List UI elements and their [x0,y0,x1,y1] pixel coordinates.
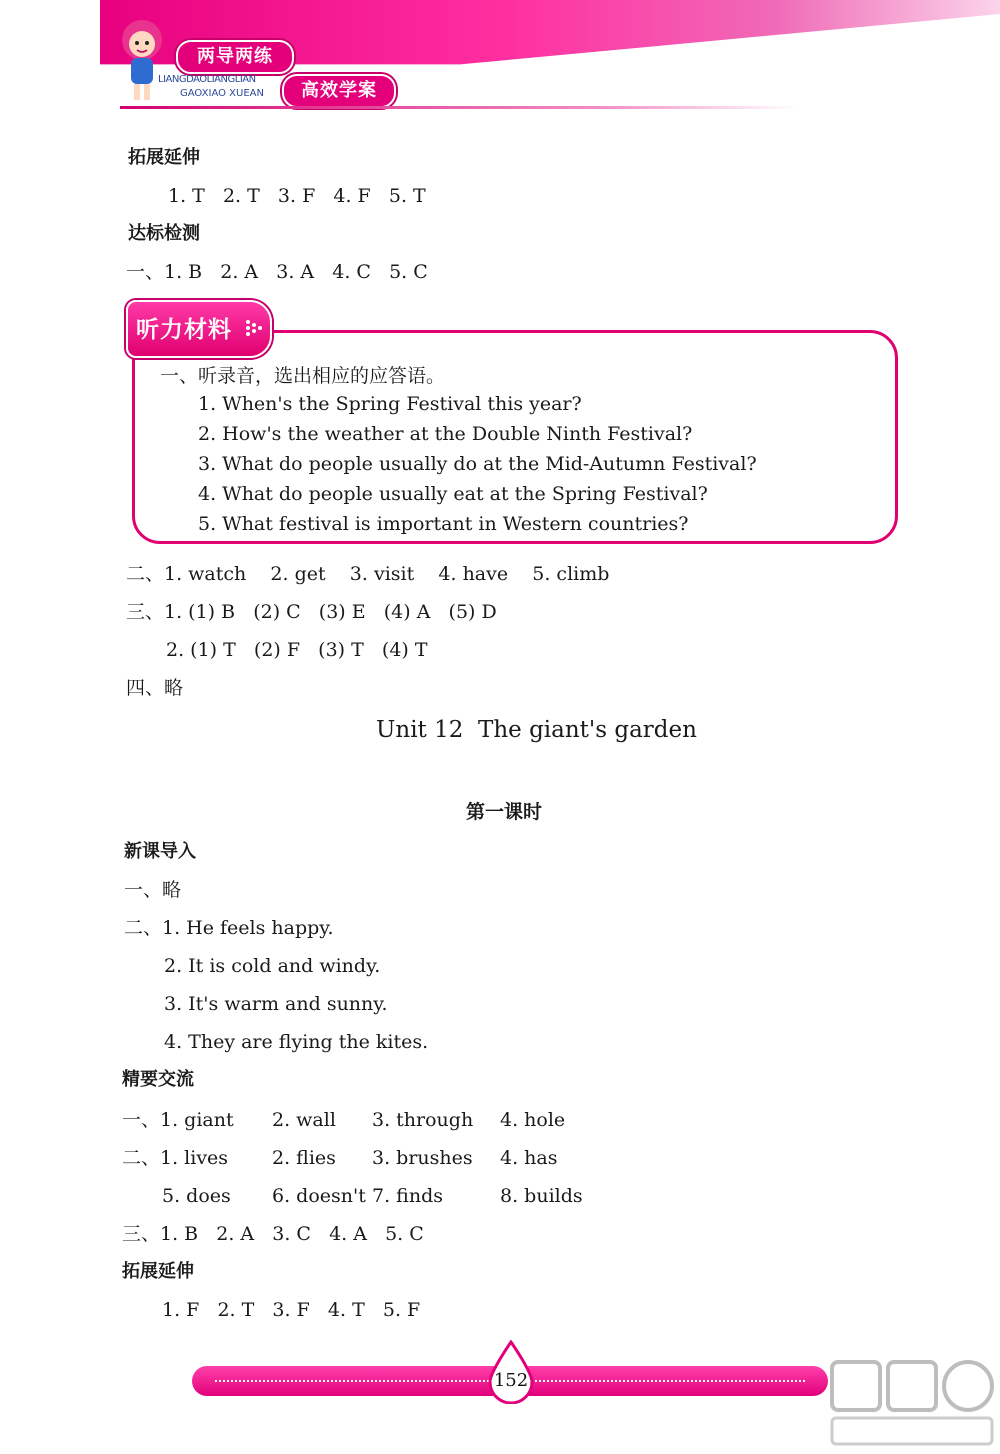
listening-question-4: 4. What do people usually eat at the Spring Festival? [198,483,708,505]
section-title-tuozhan: 拓展延伸 [128,147,200,168]
jy-row3-col1: 5. does [162,1185,231,1207]
answer-line-xinke-2-4: 4. They are flying the kites. [164,1031,429,1053]
jy-row3-col4: 8. builds [500,1185,583,1207]
answer-line-xinke-2-3: 3. It's warm and sunny. [164,993,388,1015]
jy-row3-col3: 7. finds [372,1185,443,1207]
answer-line-tuozhan: 1. T 2. T 3. F 4. F 5. T [168,185,426,207]
jy-row1-col4: 4. hole [500,1109,566,1131]
answer-line-dabiao-1: 一、1. B 2. A 3. A 4. C 5. C [126,261,428,283]
jy-row1-col2: 2. wall [272,1109,336,1131]
answer-line-xinke-2-2: 2. It is cold and windy. [164,955,381,977]
jy-row1-col3: 3. through [372,1109,474,1131]
jy-row1-col1: 一、1. giant [122,1109,234,1131]
answer-line-san-2: 2. (1) T (2) F (3) T (4) T [166,639,428,661]
header-rule [120,106,800,109]
section-title-tuozhan-2: 拓展延伸 [122,1261,194,1282]
jy-row2-col3: 3. brushes [372,1147,473,1169]
answer-line-si: 四、略 [126,677,184,699]
jy-row2-col4: 4. has [500,1147,558,1169]
section-title-xinke: 新课导入 [124,841,196,862]
brand-title-bottom: 高效学案 [282,74,396,108]
lesson-title: 第一课时 [466,801,543,823]
answer-line-san-1: 三、1. (1) B (2) C (3) E (4) A (5) D [126,601,497,623]
arrow-dots-icon [244,318,264,338]
brand-pinyin-2: GAOXIAO XUEAN [180,88,264,99]
listening-tab-label: 听力材料 [136,317,232,343]
page-number: 152 [493,1370,529,1391]
jy-row3-col2: 6. doesn't [272,1185,366,1207]
listening-question-1: 1. When's the Spring Festival this year? [198,393,582,415]
listening-question-3: 3. What do people usually do at the Mid-Autumn Festival? [198,453,757,475]
answer-line-xinke-1: 一、略 [124,879,182,901]
answer-line-tuozhan-2: 1. F 2. T 3. F 4. T 5. F [162,1299,421,1321]
listening-question-5: 5. What festival is important in Western countries? [198,513,689,535]
answer-line-er: 二、1. watch 2. get 3. visit 4. have 5. climb [126,563,610,585]
mascot-girl-illustration [114,14,170,104]
jy-row2-col2: 2. flies [272,1147,336,1169]
jy-row2-col1: 二、1. lives [122,1147,229,1169]
unit-title: Unit 12 The giant's garden [376,717,697,743]
brand-pinyin-1: LIANGDAOLIANGLIAN [158,74,256,85]
section-title-jingyao: 精要交流 [122,1069,194,1090]
watermark-logo [828,1356,998,1450]
answer-line-jy-san: 三、1. B 2. A 3. C 4. A 5. C [122,1223,424,1245]
brand-title-top: 两导两练 [176,40,294,74]
listening-instruction: 一、听录音，选出相应的应答语。 [160,365,446,387]
answer-line-xinke-2-1: 二、1. He feels happy. [124,917,334,939]
listening-question-2: 2. How's the weather at the Double Ninth Festival? [198,423,693,445]
section-title-dabiao: 达标检测 [128,223,200,244]
